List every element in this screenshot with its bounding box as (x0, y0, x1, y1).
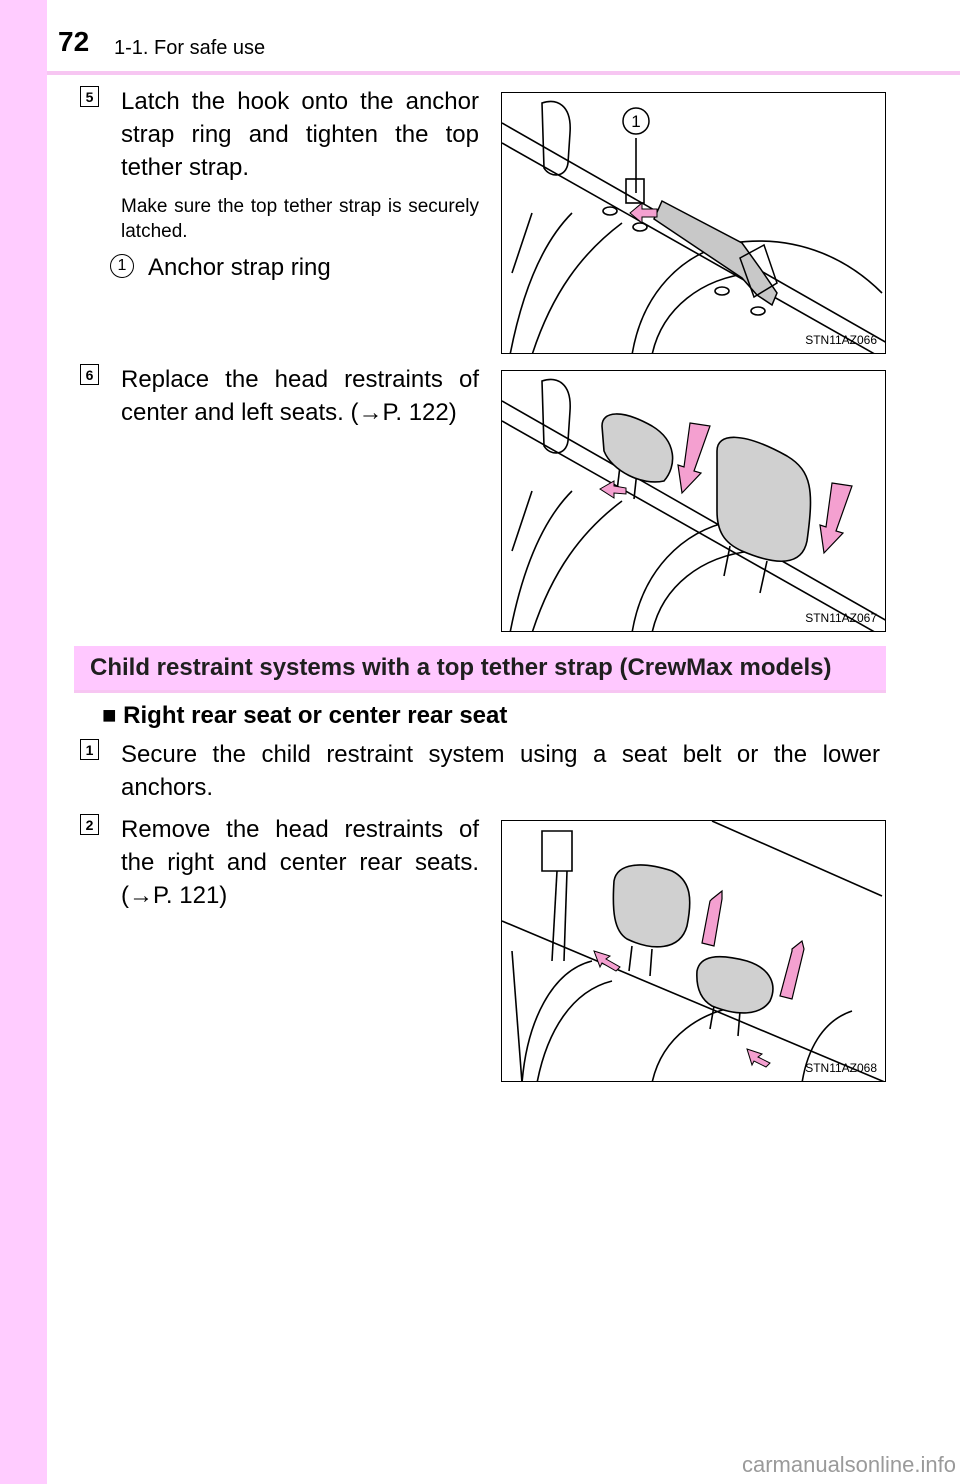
step-number-1: 1 (80, 739, 99, 760)
pink-arrow-icon (594, 951, 620, 971)
down-arrow-icon (820, 483, 852, 553)
figure-anchor-strap (501, 92, 886, 354)
pink-arrow-icon (600, 481, 626, 498)
page-number: 72 (58, 26, 90, 57)
down-arrow-icon (678, 423, 710, 493)
up-arrow-icon (702, 891, 722, 946)
head-restraint-center (602, 414, 673, 482)
step-6-text: Replace the head restraints of center and left seats. (→P. 122) (121, 366, 479, 426)
head-restraints-illustration (502, 371, 886, 632)
figure-code: STN11AZ068 (805, 1061, 877, 1075)
figure-code: STN11AZ067 (805, 611, 877, 625)
step-number-6: 6 (80, 364, 99, 385)
header-divider (47, 71, 960, 75)
pink-arrow-icon (630, 203, 657, 223)
section-banner (74, 646, 886, 690)
up-arrow-icon (780, 941, 804, 999)
figure-replace-head-restraints (501, 370, 886, 632)
step-2-text: Remove the head restraints of the right and center rear seats. (→P. 121) (121, 816, 479, 909)
banner-underline (74, 690, 886, 693)
step-number-2: 2 (80, 814, 99, 835)
head-restraint-left (717, 437, 810, 561)
banner-title: Child restraint systems with a top tether strap (CrewMax models) (90, 654, 832, 681)
step-number-5: 5 (80, 86, 99, 107)
remove-head-restraints-illustration (502, 821, 886, 1082)
page-side-strip (0, 0, 47, 1484)
step-5-note: Make sure the top tether strap is securely latched. (121, 196, 479, 242)
figure-code: STN11AZ066 (805, 333, 877, 347)
watermark: carmanualsonline.info (741, 1452, 956, 1477)
step-5-text: Latch the hook onto the anchor strap ring and tighten the top tether strap. (121, 88, 479, 181)
subsection-heading (102, 702, 507, 730)
step-1-text: Secure the child restraint system using a seat belt or the lower anchors. (121, 741, 880, 801)
callout-number-1: 1 (110, 254, 134, 278)
head-restraint-center (697, 957, 773, 1013)
head-restraint-right (613, 865, 689, 947)
section-title: 1-1. For safe use (114, 37, 266, 59)
subsection-title: Right rear seat or center rear seat (123, 702, 508, 729)
pink-arrow-icon (747, 1049, 770, 1067)
callout-label-anchor-strap-ring: Anchor strap ring (148, 254, 331, 281)
bullet-square-icon: ■ (102, 702, 117, 729)
anchor-strap-illustration (502, 93, 886, 354)
figure-callout-number: 1 (631, 112, 641, 131)
figure-remove-head-restraints (501, 820, 886, 1082)
